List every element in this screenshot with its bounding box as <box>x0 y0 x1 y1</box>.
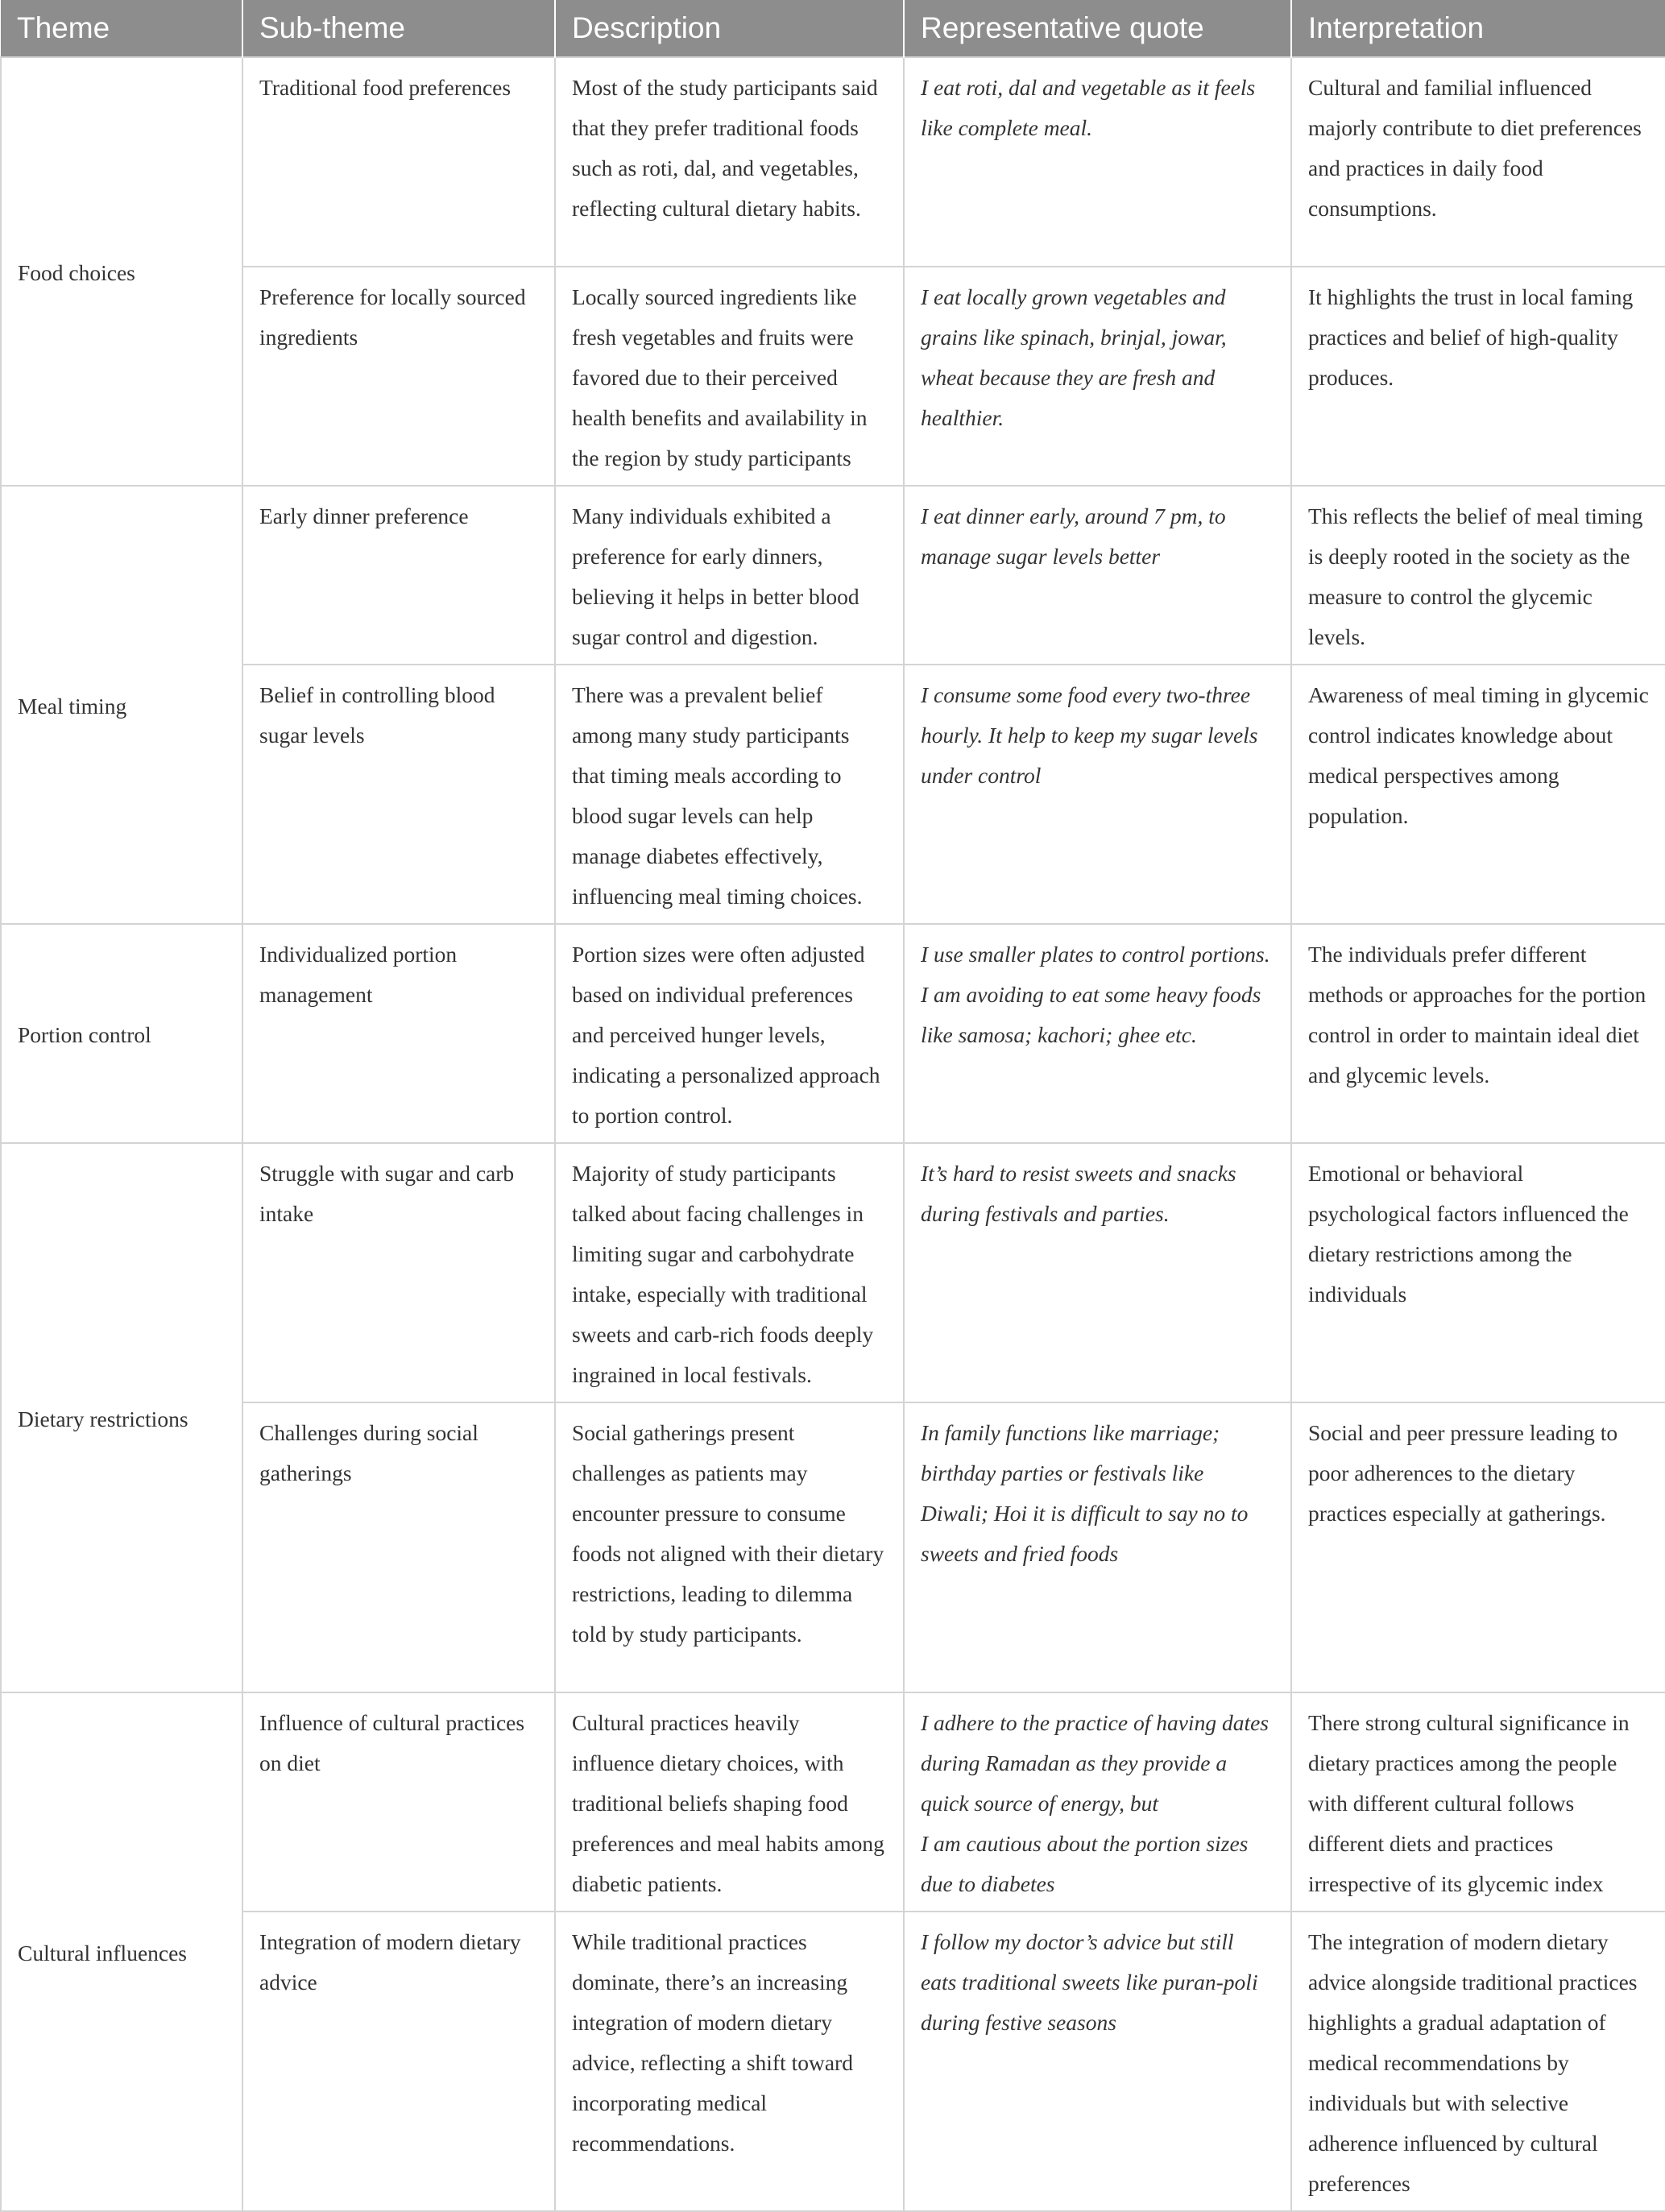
quote-cell <box>904 665 1291 924</box>
subtheme-cell: Belief in controlling blood sugar levels <box>242 665 555 924</box>
description-cell: Majority of study participants talked about facing challenges in limiting sugar and carbohydrate intake, especially with traditional sweets and carb-rich foods deeply ingrained in local festivals. <box>555 1143 904 1402</box>
subtheme-cell: Challenges during social gatherings <box>242 1402 555 1692</box>
description-cell: Locally sourced ingredients like fresh vegetables and fruits were favored due to their perceived health benefits and availability in the region by study participants <box>555 267 904 486</box>
quote-cell <box>904 1143 1291 1402</box>
interpretation-cell: Cultural and familial influenced majorly contribute to diet preferences and practices in daily food consumptions. <box>1291 57 1665 267</box>
table-row <box>1 267 1665 486</box>
table-row <box>1 57 1665 267</box>
quote-line: In family functions like marriage; birthday parties or festivals like Diwali; Hoi it is difficult to say no to sweets and fried foods <box>921 1420 1249 1566</box>
subtheme-cell: Preference for locally sourced ingredients <box>242 267 555 486</box>
interpretation-cell: There strong cultural significance in dietary practices among the people with different cultural follows different diets and practices irrespective of its glycemic index <box>1291 1692 1665 1912</box>
header-subtheme: Sub-theme <box>242 0 555 57</box>
table-row <box>1 1692 1665 1912</box>
quote-cell <box>904 1912 1291 2211</box>
theme-cell: Food choices <box>1 57 242 486</box>
quote-line: I use smaller plates to control portions. <box>921 942 1270 967</box>
description-cell: While traditional practices dominate, there’s an increasing integration of modern dietary advice, reflecting a shift toward incorporating medical recommendations. <box>555 1912 904 2211</box>
subtheme-cell: Early dinner preference <box>242 486 555 665</box>
quote-cell <box>904 486 1291 665</box>
quote-line: I eat roti, dal and vegetable as it feels like complete meal. <box>921 75 1256 140</box>
description-cell: There was a prevalent belief among many study participants that timing meals according to blood sugar levels can help manage diabetes effectively, influencing meal timing choices. <box>555 665 904 924</box>
table-row <box>1 1912 1665 2211</box>
quote-cell <box>904 924 1291 1143</box>
theme-cell: Dietary restrictions <box>1 1143 242 1692</box>
subtheme-cell: Struggle with sugar and carb intake <box>242 1143 555 1402</box>
quote-cell <box>904 1402 1291 1692</box>
quote-line: I eat dinner early, around 7 pm, to manage sugar levels better <box>921 503 1226 569</box>
description-cell: Most of the study participants said that they prefer traditional foods such as roti, dal, and vegetables, reflecting cultural dietary habits. <box>555 57 904 267</box>
subtheme-cell: Traditional food preferences <box>242 57 555 267</box>
header-row <box>1 0 1665 57</box>
description-cell: Many individuals exhibited a preference for early dinners, believing it helps in better blood sugar control and digestion. <box>555 486 904 665</box>
header-theme: Theme <box>1 0 242 57</box>
interpretation-cell: It highlights the trust in local faming practices and belief of high-quality produces. <box>1291 267 1665 486</box>
quote-line: I adhere to the practice of having dates during Ramadan as they provide a quick source of energy, but <box>921 1710 1269 1816</box>
quote-cell <box>904 57 1291 267</box>
quote-line: I eat locally grown vegetables and grains like spinach, brinjal, jowar, wheat because they are fresh and healthier. <box>921 284 1227 430</box>
theme-cell: Meal timing <box>1 486 242 924</box>
table-body <box>1 57 1665 2211</box>
quote-line: I consume some food every two-three hourly. It help to keep my sugar levels under control <box>921 682 1258 788</box>
description-cell: Portion sizes were often adjusted based on individual preferences and perceived hunger levels, indicating a personalized approach to portion control. <box>555 924 904 1143</box>
subtheme-cell: Influence of cultural practices on diet <box>242 1692 555 1912</box>
table-header <box>1 0 1665 57</box>
header-quote: Representative quote <box>904 0 1291 57</box>
interpretation-cell: Awareness of meal timing in glycemic control indicates knowledge about medical perspectives among population. <box>1291 665 1665 924</box>
interpretation-cell: This reflects the belief of meal timing is deeply rooted in the society as the measure to control the glycemic levels. <box>1291 486 1665 665</box>
description-cell: Cultural practices heavily influence dietary choices, with traditional beliefs shaping food preferences and meal habits among diabetic patients. <box>555 1692 904 1912</box>
table-row <box>1 486 1665 665</box>
interpretation-cell: The individuals prefer different methods or approaches for the portion control in order to maintain ideal diet and glycemic levels. <box>1291 924 1665 1143</box>
quote-cell <box>904 1692 1291 1912</box>
subtheme-cell: Individualized portion management <box>242 924 555 1143</box>
quote-line: I am cautious about the portion sizes due to diabetes <box>921 1831 1249 1896</box>
quote-cell <box>904 267 1291 486</box>
table-row <box>1 924 1665 1143</box>
header-description: Description <box>555 0 904 57</box>
description-cell: Social gatherings present challenges as patients may encounter pressure to consume foods not aligned with their dietary restrictions, leading to dilemma told by study participants. <box>555 1402 904 1692</box>
header-interpretation: Interpretation <box>1291 0 1665 57</box>
quote-line: I follow my doctor’s advice but still eats traditional sweets like puran-poli during festive seasons <box>921 1929 1258 2035</box>
interpretation-cell: Emotional or behavioral psychological factors influenced the dietary restrictions among the individuals <box>1291 1143 1665 1402</box>
table-row <box>1 1402 1665 1692</box>
theme-cell: Portion control <box>1 924 242 1143</box>
quote-line: It’s hard to resist sweets and snacks during festivals and parties. <box>921 1161 1236 1226</box>
table-row <box>1 665 1665 924</box>
interpretation-cell: The integration of modern dietary advice alongside traditional practices highlights a gradual adaptation of medical recommendations by individuals but with selective adherence influenced by cultural preferences <box>1291 1912 1665 2211</box>
table-row <box>1 1143 1665 1402</box>
subtheme-cell: Integration of modern dietary advice <box>242 1912 555 2211</box>
theme-cell: Cultural influences <box>1 1692 242 2211</box>
interpretation-cell: Social and peer pressure leading to poor adherences to the dietary practices especially at gatherings. <box>1291 1402 1665 1692</box>
quote-line: I am avoiding to eat some heavy foods like samosa; kachori; ghee etc. <box>921 982 1261 1047</box>
